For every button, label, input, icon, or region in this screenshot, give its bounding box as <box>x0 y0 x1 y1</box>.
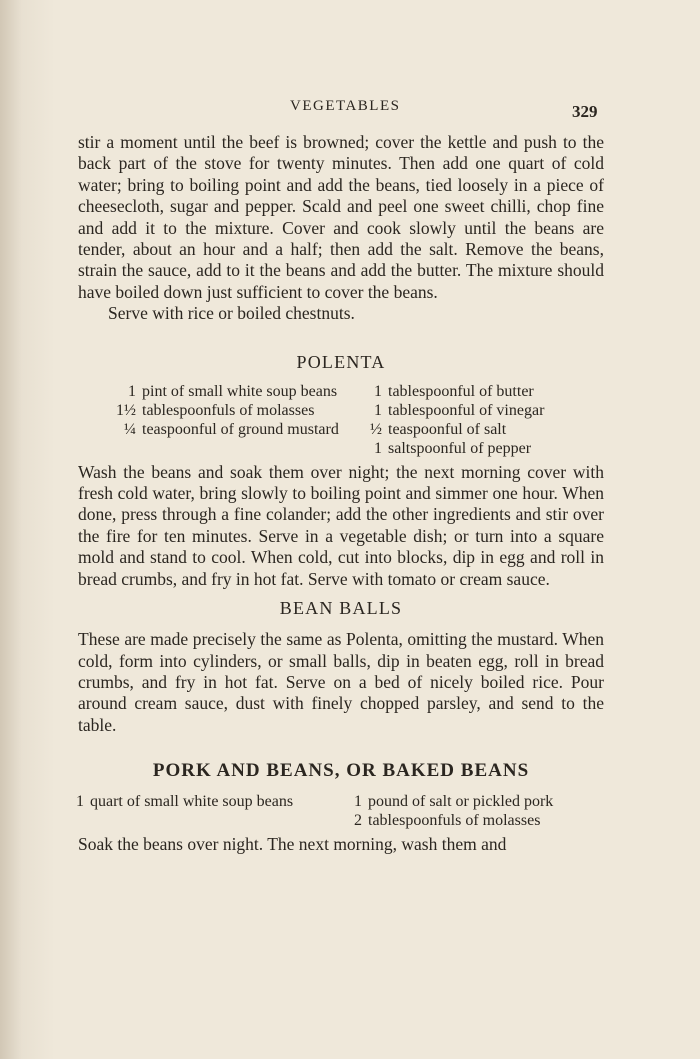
ingredient-column-left <box>112 382 366 458</box>
recipe-title-polenta: POLENTA <box>296 351 386 372</box>
ingredient: 2 tablespoonfuls of molasses <box>354 812 541 830</box>
ingredient-list-pork-and-beans <box>60 792 586 830</box>
ingredient: 1½ tablespoonfuls of molasses <box>116 401 315 419</box>
ingredient: 1 pint of small white soup beans <box>128 382 338 400</box>
ingredient: 1 tablespoonful of vinegar <box>374 401 545 419</box>
ingredient: ½ teaspoonful of salt <box>370 420 507 438</box>
ingredient-column-left <box>60 792 338 830</box>
ingredient: 1 quart of small white soup beans <box>76 793 294 811</box>
recipe-title-bean-balls: BEAN BALLS <box>279 598 403 619</box>
recipe-method-polenta: Wash the beans and soak them over night; the next morning cover with fresh cold water, bring slowly to boiling point and simmer one hour. When done, press through a fine colander; add the other ingredients and stir over the fire for ten minutes. Serve in a vegetable dish; or turn into a square mold and stand to cool. When cold, cut into blocks, dip in egg and roll in bread crumbs, and fry in hot fat. Serve with tomato or cream sauce. <box>78 461 604 589</box>
ingredient-column-right <box>358 382 590 458</box>
serving-note: Serve with rice or boiled chestnuts. <box>108 303 355 324</box>
running-head <box>0 98 700 122</box>
ingredient: 1 tablespoonful of butter <box>374 382 534 400</box>
page-number: 329 <box>572 102 598 121</box>
ingredient: 1 pound of salt or pickled pork <box>354 793 554 811</box>
ingredient-column-right <box>338 792 586 830</box>
ingredient: 1 saltspoonful of pepper <box>374 439 532 457</box>
page-content <box>78 132 604 856</box>
continued-paragraph: stir a moment until the beef is browned; cover the kettle and push to the back part of the stove for twenty minutes. Then add one quart of cold water; bring to boiling point and add the beans, tied loosely in a piece of cheesecloth, sugar and pepper. Scald and peel one sweet chilli, chop fine and add it to the mixture. Cover and cook slowly until the beans are tender, about an hour and a half; then add the salt. Remove the beans, strain the sauce, add to it the beans and add the butter. The mixture should have boiled down just sufficient to cover the beans. <box>78 132 604 302</box>
ingredient: ¼ teaspoonful of ground mustard <box>124 420 339 438</box>
ingredient-list-polenta <box>112 382 590 458</box>
recipe-method-pork-and-beans: Soak the beans over night. The next morning, wash them and <box>78 834 507 855</box>
recipe-title-pork-and-beans: PORK AND BEANS, OR BAKED BEANS <box>152 760 530 782</box>
section-title: VEGETABLES <box>290 98 401 114</box>
recipe-method-bean-balls: These are made precisely the same as Polenta, omitting the mustard. When cold, form into cylinders, or small balls, dip in beaten egg, roll in bread crumbs, and fry in hot fat. Serve on a bed of nicely boiled rice. Pour around cream sauce, dust with finely chopped parsley, and send to the table. <box>78 629 604 735</box>
